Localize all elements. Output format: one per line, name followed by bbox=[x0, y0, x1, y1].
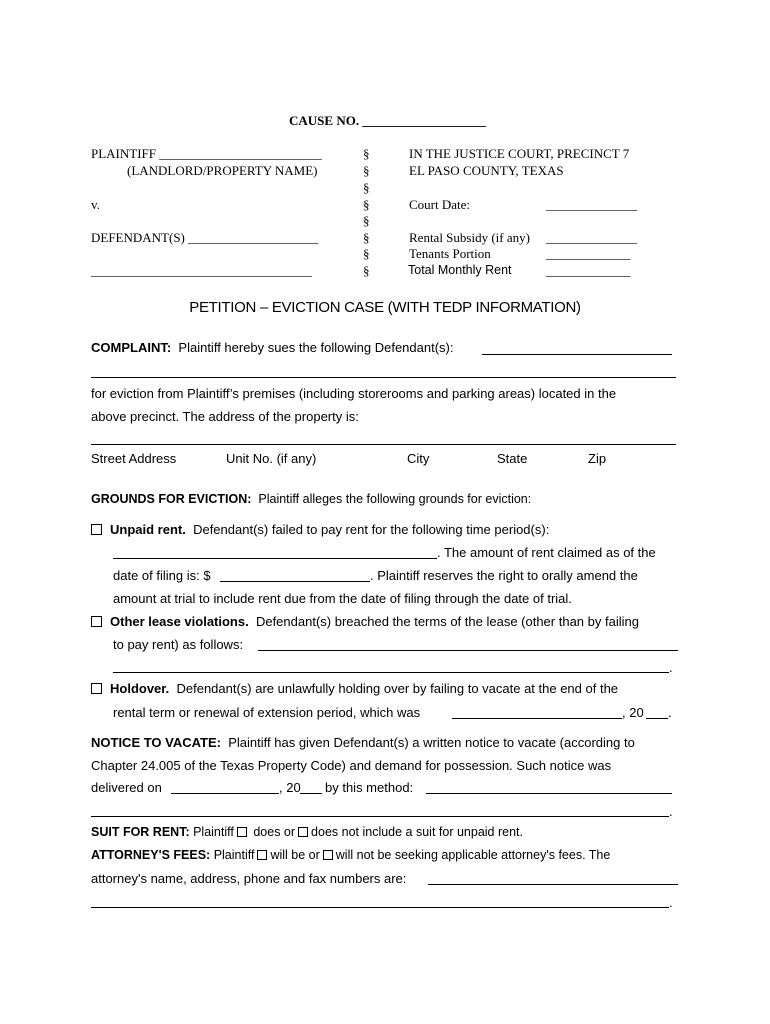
suit-for-rent-line bbox=[91, 825, 523, 839]
notice-text: Plaintiff has given Defendant(s) a written notice to vacate (according to bbox=[228, 735, 635, 750]
suit-text-1: Plaintiff bbox=[193, 825, 234, 839]
rent-amount-line bbox=[220, 581, 370, 582]
violations-line bbox=[258, 650, 678, 651]
violations-line-2b bbox=[429, 672, 669, 673]
holdover-date-line bbox=[452, 718, 622, 719]
attorney-fees-line bbox=[91, 848, 610, 862]
unpaid-rent-line bbox=[91, 522, 549, 537]
other-violations-checkbox[interactable] bbox=[91, 616, 102, 627]
address-line-right bbox=[406, 444, 676, 445]
attorney-info-line-2 bbox=[91, 907, 669, 908]
other-violations-label: Other lease violations. bbox=[110, 614, 249, 629]
total-rent-label: Total Monthly Rent bbox=[408, 263, 512, 277]
rental-subsidy-label: Rental Subsidy (if any) bbox=[409, 230, 530, 245]
suit-text-2: does or bbox=[253, 825, 296, 839]
other-violations-line bbox=[91, 614, 639, 629]
unpaid-rent-text-4: amount at trial to include rent due from the date of filing through the date of trial. bbox=[113, 591, 572, 606]
complaint-text-2: for eviction from Plaintiff’s premises (including storerooms and parking areas) located in the bbox=[91, 386, 617, 401]
plaintiff-field: PLAINTIFF _________________________ bbox=[91, 146, 322, 161]
city-label: City bbox=[407, 451, 430, 466]
complaint-text: Plaintiff hereby sues the following Defendant(s): bbox=[178, 340, 454, 355]
attorney-will-checkbox[interactable] bbox=[257, 850, 267, 860]
unpaid-rent-text: Defendant(s) failed to pay rent for the following time period(s): bbox=[193, 522, 550, 537]
court-county: EL PASO COUNTY, TEXAS bbox=[409, 163, 564, 178]
notice-text-2: Chapter 24.005 of the Texas Property Code) and demand for possession. Such notice was bbox=[91, 758, 612, 773]
total-rent-blank: _____________ bbox=[546, 263, 631, 278]
notice-text-3a: delivered on bbox=[91, 780, 162, 795]
defendant-extra-line: __________________________________ bbox=[91, 263, 312, 278]
attorney-info-line bbox=[428, 884, 678, 885]
suit-label: SUIT FOR RENT: bbox=[91, 825, 190, 839]
page-title: PETITION – EVICTION CASE (WITH TEDP INFORMATION) bbox=[189, 299, 581, 316]
unpaid-rent-text-3a: date of filing is: $ bbox=[113, 568, 211, 583]
notice-year-line bbox=[300, 793, 322, 794]
tenants-portion-blank: _____________ bbox=[546, 246, 631, 261]
unpaid-rent-label: Unpaid rent. bbox=[110, 522, 186, 537]
suit-does-not-checkbox[interactable] bbox=[298, 827, 308, 837]
section-mark: § bbox=[363, 213, 370, 228]
state-label: State bbox=[497, 451, 528, 466]
tenants-portion-label: Tenants Portion bbox=[409, 246, 491, 261]
section-mark: § bbox=[363, 180, 370, 195]
holdover-text-2: rental term or renewal of extension period, which was bbox=[113, 705, 421, 720]
plaintiff-sublabel: (LANDLORD/PROPERTY NAME) bbox=[127, 163, 318, 178]
address-line-left bbox=[91, 444, 406, 445]
section-mark: § bbox=[363, 146, 370, 161]
notice-date-line bbox=[171, 793, 279, 794]
time-period-line bbox=[113, 558, 437, 559]
grounds-text: Plaintiff alleges the following grounds for eviction: bbox=[258, 492, 532, 506]
attorney-text-3: will not be seeking applicable attorney's fees. The bbox=[335, 848, 611, 862]
holdover-year-line bbox=[646, 718, 668, 719]
notice-year-label: , 20 bbox=[279, 780, 301, 795]
street-address-label: Street Address bbox=[91, 451, 177, 466]
section-mark: § bbox=[363, 263, 370, 278]
violations-line-2a bbox=[113, 672, 429, 673]
defendant-name-line bbox=[482, 354, 672, 355]
attorney-text-4: attorney's name, address, phone and fax numbers are: bbox=[91, 871, 407, 886]
unpaid-rent-checkbox[interactable] bbox=[91, 524, 102, 535]
court-date-blank: ______________ bbox=[546, 197, 637, 212]
rental-subsidy-blank: ______________ bbox=[546, 230, 637, 245]
notice-method-label: by this method: bbox=[325, 780, 414, 795]
grounds-line bbox=[91, 492, 531, 506]
other-violations-text: Defendant(s) breached the terms of the lease (other than by failing bbox=[255, 614, 639, 629]
zip-label: Zip bbox=[588, 451, 607, 466]
attorney-will-not-checkbox[interactable] bbox=[323, 850, 333, 860]
defendant-field: DEFENDANT(S) ____________________ bbox=[91, 230, 319, 245]
notice-period: . bbox=[669, 804, 673, 819]
notice-label: NOTICE TO VACATE: bbox=[91, 735, 221, 750]
court-date-label: Court Date: bbox=[409, 197, 471, 212]
section-mark: § bbox=[363, 197, 370, 212]
unit-label: Unit No. (if any) bbox=[226, 451, 317, 466]
holdover-checkbox[interactable] bbox=[91, 683, 102, 694]
attorney-text-1: Plaintiff bbox=[213, 848, 255, 862]
notice-method-line bbox=[426, 793, 672, 794]
holdover-text: Defendant(s) are unlawfully holding over by failing to vacate at the end of the bbox=[176, 681, 619, 696]
holdover-label: Holdover. bbox=[110, 681, 170, 696]
suit-does-checkbox[interactable] bbox=[237, 827, 247, 837]
court-name: IN THE JUSTICE COURT, PRECINCT 7 bbox=[409, 146, 630, 161]
unpaid-rent-text-3b: . Plaintiff reserves the right to orally amend the bbox=[370, 568, 638, 583]
section-mark: § bbox=[363, 230, 370, 245]
unpaid-rent-text-2: . The amount of rent claimed as of the bbox=[437, 545, 656, 560]
holdover-period: . bbox=[668, 705, 672, 720]
attorney-text-2: will be or bbox=[270, 848, 320, 862]
other-violations-text-2: to pay rent) as follows: bbox=[113, 637, 244, 652]
versus-label: v. bbox=[91, 197, 100, 212]
attorney-period: . bbox=[669, 895, 673, 910]
holdover-year-label: , 20 bbox=[622, 705, 644, 720]
section-mark: § bbox=[363, 246, 370, 261]
cause-number: CAUSE NO. ___________________ bbox=[289, 113, 486, 128]
holdover-line bbox=[91, 681, 618, 696]
defendant-name-line-2 bbox=[91, 377, 676, 378]
attorney-label: ATTORNEY'S FEES: bbox=[91, 848, 211, 862]
grounds-label: GROUNDS FOR EVICTION: bbox=[91, 492, 252, 506]
complaint-text-3: above precinct. The address of the property is: bbox=[91, 409, 359, 424]
complaint-label: COMPLAINT: bbox=[91, 340, 172, 355]
violations-period: . bbox=[669, 660, 673, 675]
section-mark: § bbox=[363, 163, 370, 178]
suit-text-3: does not include a suit for unpaid rent. bbox=[311, 825, 523, 839]
notice-method-line-2 bbox=[91, 816, 669, 817]
complaint-line bbox=[91, 340, 454, 355]
notice-line bbox=[91, 735, 635, 750]
